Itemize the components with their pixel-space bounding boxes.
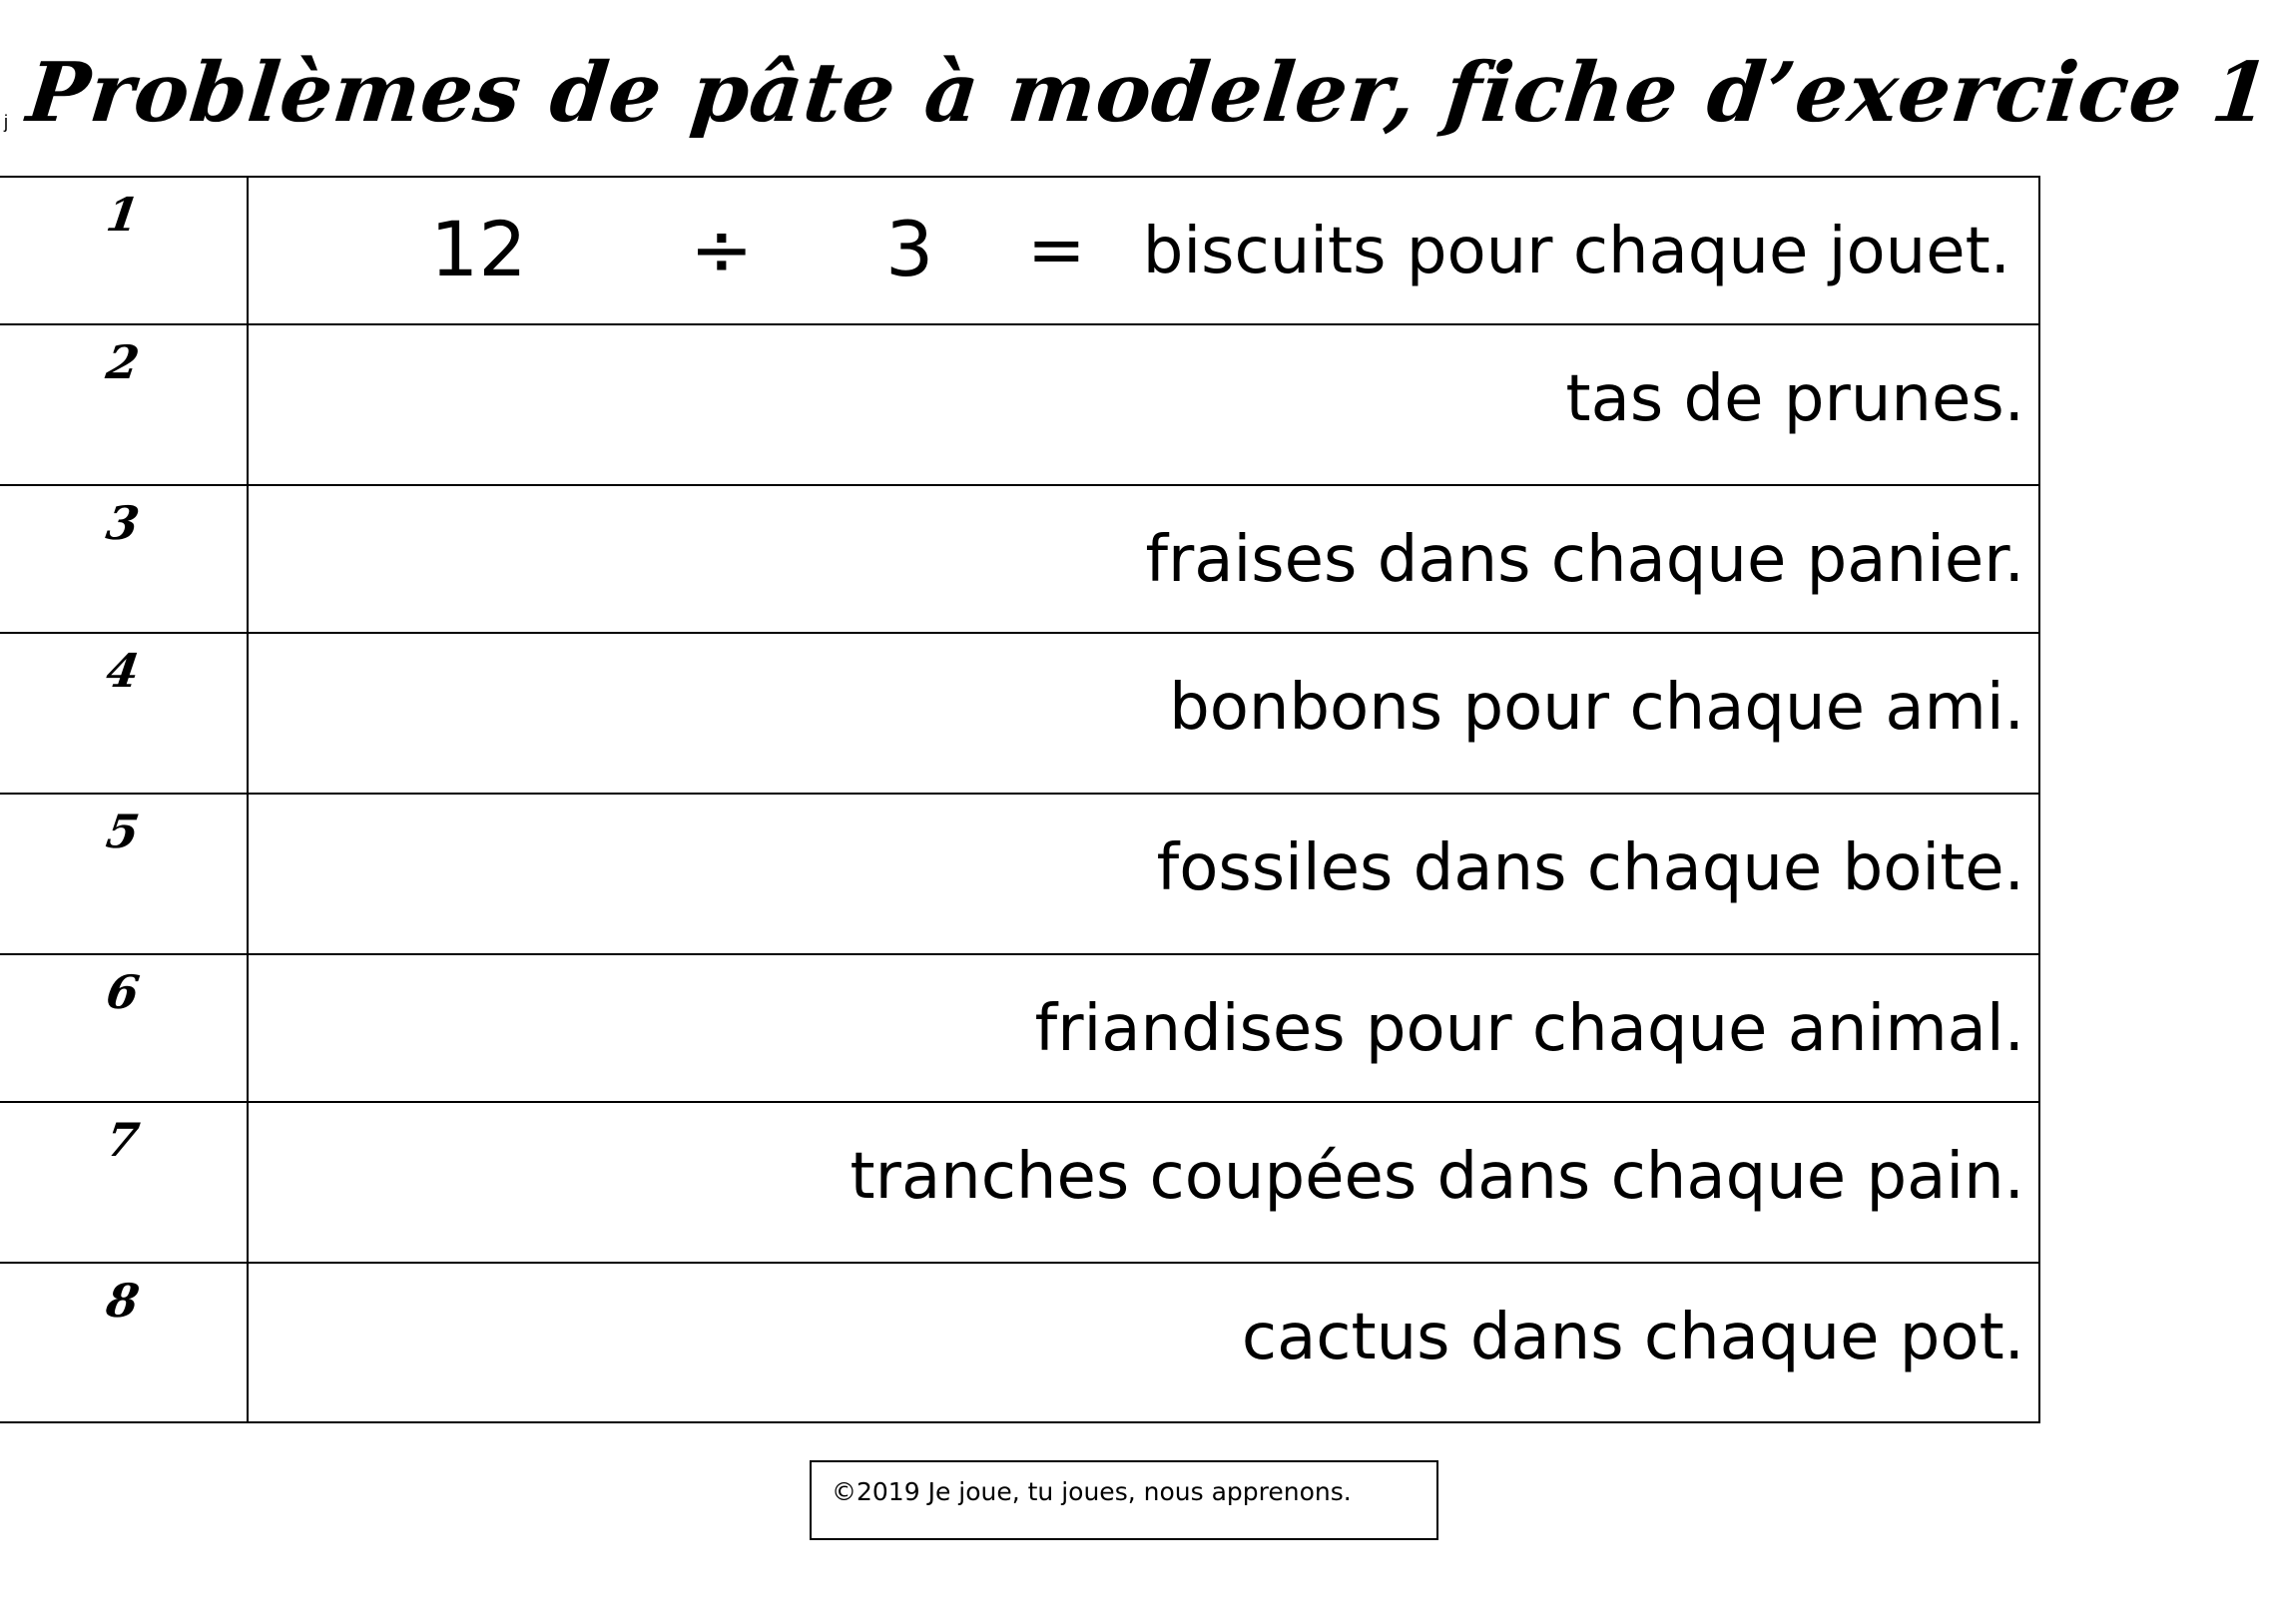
problem-text: fossiles dans chaque boite. (1156, 831, 2024, 905)
problem-number: 7 (0, 1102, 248, 1263)
table-row (0, 1102, 2039, 1263)
problem-number: 1 (0, 177, 248, 324)
table-row (0, 177, 2039, 324)
title-marker: j (4, 112, 8, 132)
divisor: 3 (885, 205, 934, 293)
answer-cell[interactable] (248, 794, 2039, 954)
table-row (0, 954, 2039, 1102)
answer-cell[interactable] (248, 177, 2039, 324)
problem-text: friandises pour chaque animal. (1034, 992, 2024, 1066)
problem-text: tas de prunes. (1565, 362, 2024, 436)
answer-cell[interactable] (248, 485, 2039, 633)
table-row (0, 324, 2039, 485)
division-sign: ÷ (690, 205, 754, 293)
answer-cell[interactable] (248, 1102, 2039, 1263)
answer-cell[interactable] (248, 633, 2039, 794)
problem-number: 4 (0, 633, 248, 794)
problem-number: 8 (0, 1263, 248, 1422)
answer-cell[interactable] (248, 1263, 2039, 1422)
table-row (0, 1263, 2039, 1422)
problem-text: bonbons pour chaque ami. (1169, 671, 2024, 745)
problem-number: 2 (0, 324, 248, 485)
problem-text: cactus dans chaque pot. (1241, 1301, 2024, 1374)
table-row (0, 794, 2039, 954)
problem-text: fraises dans chaque panier. (1145, 523, 2024, 597)
table-row (0, 485, 2039, 633)
problem-number: 5 (0, 794, 248, 954)
equals-sign: = (1027, 209, 1086, 290)
problems-table (0, 176, 2040, 1423)
problem-number: 6 (0, 954, 248, 1102)
answer-cell[interactable] (248, 954, 2039, 1102)
answer-cell[interactable] (248, 324, 2039, 485)
copyright-box: ©2019 Je joue, tu joues, nous apprenons. (810, 1460, 1438, 1540)
problem-text: biscuits pour chaque jouet. (1142, 215, 2010, 288)
table-row (0, 633, 2039, 794)
dividend: 12 (430, 205, 527, 293)
problem-number: 3 (0, 485, 248, 633)
page-title: Problèmes de pâte à modeler, fiche d’exercice 1 (22, 45, 2276, 141)
problem-text: tranches coupées dans chaque pain. (850, 1140, 2024, 1214)
